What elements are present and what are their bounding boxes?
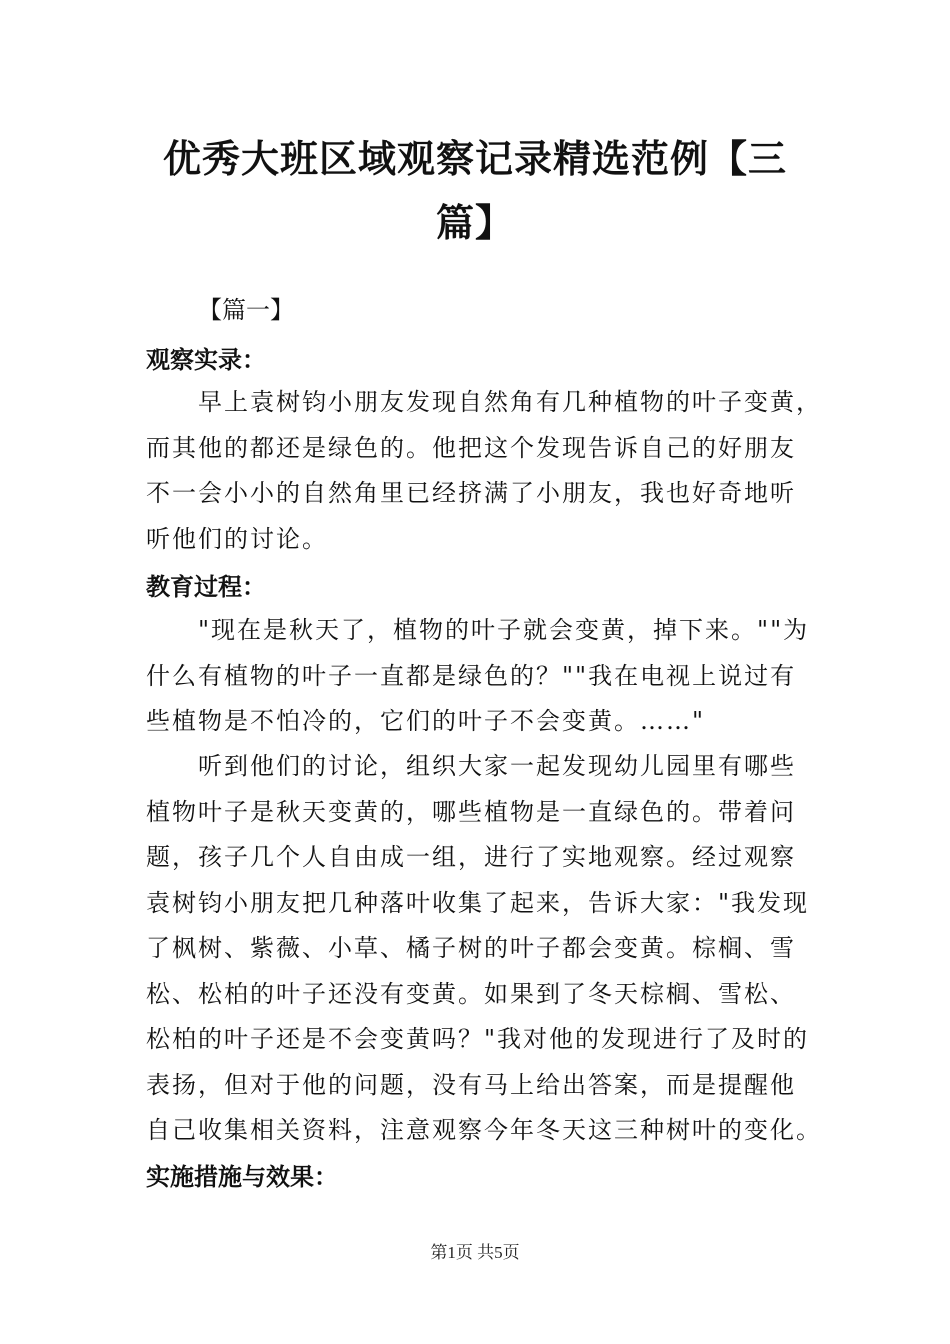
paragraph-line: 袁树钧小朋友把几种落叶收集了起来，告诉大家："我发现 bbox=[146, 888, 810, 917]
section-marker: 【篇一】 bbox=[198, 296, 294, 324]
heading-process: 教育过程： bbox=[146, 572, 266, 601]
paragraph-line: 早上袁树钧小朋友发现自然角有几种植物的叶子变黄， bbox=[198, 388, 822, 416]
heading-measures: 实施措施与效果： bbox=[146, 1162, 338, 1191]
page-footer: 第1页 共5页 bbox=[430, 1243, 520, 1262]
paragraph-line: 表扬，但对于他的问题，没有马上给出答案，而是提醒他 bbox=[146, 1070, 796, 1099]
paragraph-line: "现在是秋天了，植物的叶子就会变黄，掉下来。""为 bbox=[198, 616, 810, 644]
paragraph-line: 听他们的讨论。 bbox=[146, 524, 328, 553]
paragraph-line: 而其他的都还是绿色的。他把这个发现告诉自己的好朋友 bbox=[146, 433, 796, 462]
paragraph-line: 不一会小小的自然角里已经挤满了小朋友，我也好奇地听 bbox=[146, 479, 796, 507]
observation-paragraph bbox=[146, 380, 826, 562]
paragraph-line: 题，孩子几个人自由成一组，进行了实地观察。经过观察 bbox=[146, 843, 796, 871]
document-title-line-2: 篇】 bbox=[435, 200, 514, 245]
paragraph-line: 些植物是不怕冷的，它们的叶子不会变黄。……" bbox=[146, 707, 706, 735]
process-paragraph-1 bbox=[146, 608, 826, 745]
heading-observation: 观察实录： bbox=[146, 345, 266, 374]
document-title-line-1: 优秀大班区域观察记录精选范例【三 bbox=[162, 136, 787, 181]
paragraph-line: 松、松柏的叶子还没有变黄。如果到了冬天棕榈、雪松、 bbox=[146, 979, 796, 1008]
paragraph-line: 植物叶子是秋天变黄的，哪些植物是一直绿色的。带着问 bbox=[146, 797, 796, 826]
paragraph-line: 了枫树、紫薇、小草、橘子树的叶子都会变黄。棕榈、雪 bbox=[146, 934, 796, 962]
paragraph-line: 松柏的叶子还是不会变黄吗？"我对他的发现进行了及时的 bbox=[146, 1025, 810, 1053]
paragraph-line: 什么有植物的叶子一直都是绿色的？""我在电视上说过有 bbox=[146, 661, 797, 690]
paragraph-line: 听到他们的讨论，组织大家一起发现幼儿园里有哪些 bbox=[198, 752, 796, 780]
paragraph-line: 自己收集相关资料，注意观察今年冬天这三种树叶的变化。 bbox=[146, 1116, 822, 1144]
process-paragraph-2 bbox=[146, 744, 826, 1154]
